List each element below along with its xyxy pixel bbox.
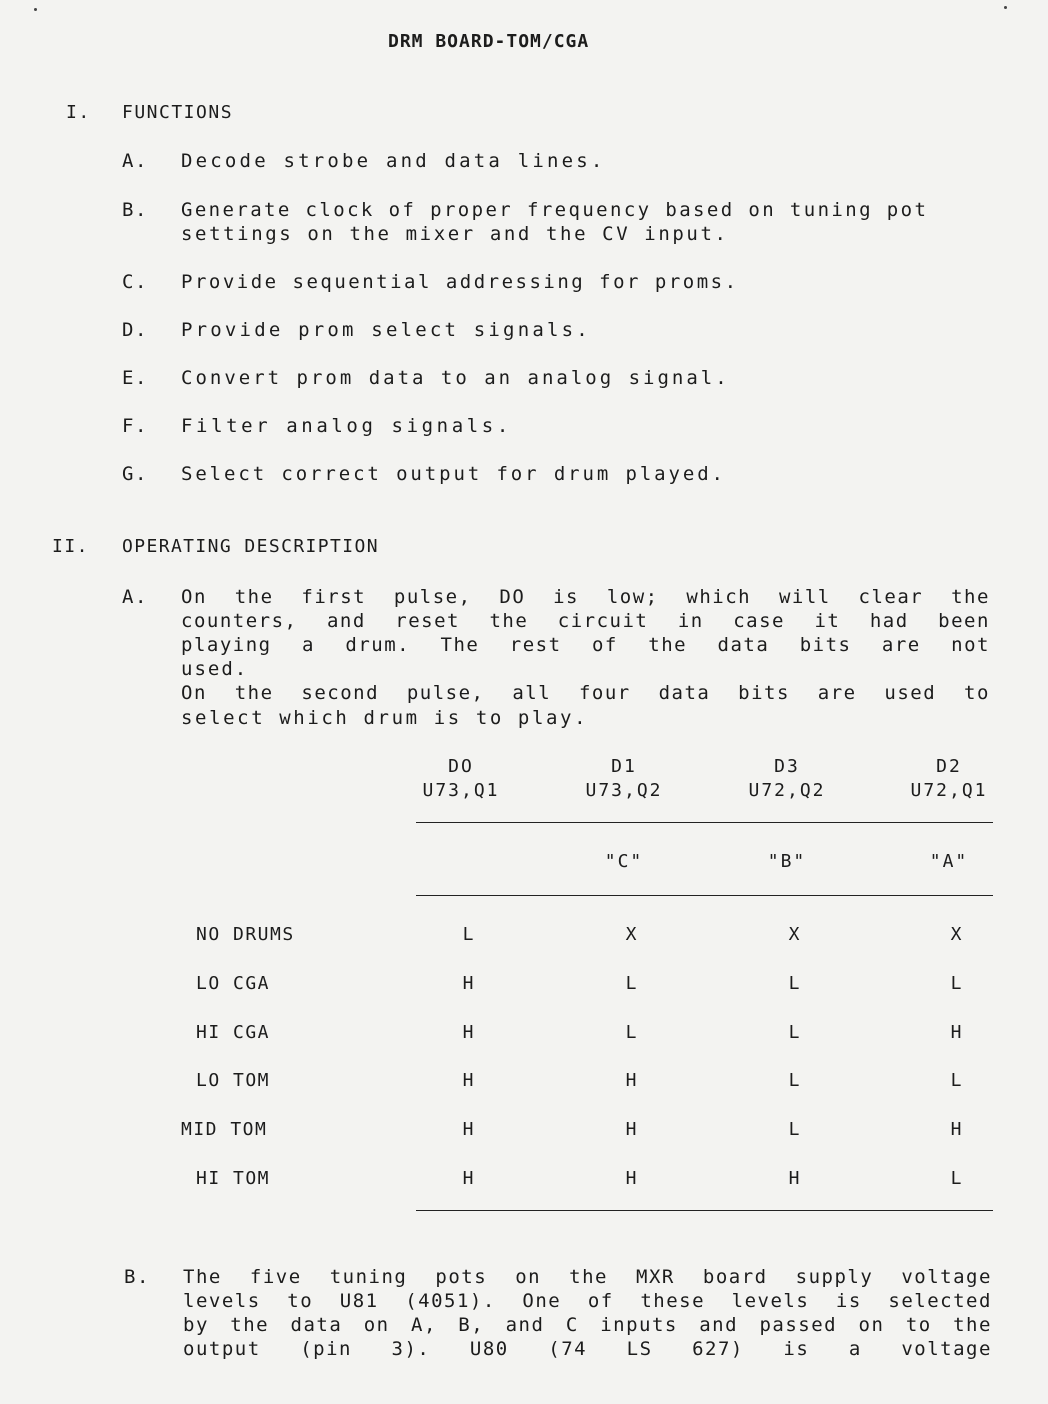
section-2-numeral: II.	[52, 536, 90, 557]
table-cell: H	[625, 1168, 637, 1189]
item-label: C.	[122, 271, 148, 293]
word: rest	[509, 634, 562, 656]
item-text: Provide sequential addressing for proms.	[181, 271, 739, 293]
word: B,	[458, 1314, 485, 1336]
word: the	[234, 682, 274, 704]
word: inputs	[600, 1314, 678, 1336]
table-cell: H	[788, 1168, 800, 1189]
table-cell: H	[950, 1022, 962, 1043]
column-bit: D2	[936, 756, 962, 777]
item-text: Decode strobe and data lines.	[181, 150, 606, 172]
table-cell: L	[625, 973, 637, 994]
paragraph-line	[183, 1265, 992, 1289]
table-cell: L	[788, 1022, 800, 1043]
word: the	[953, 1314, 992, 1336]
word: first	[301, 586, 367, 608]
table-cell: L	[788, 973, 800, 994]
table-cell: H	[462, 1168, 474, 1189]
word: output	[183, 1338, 261, 1360]
table-rule	[416, 895, 993, 896]
item-label: D.	[122, 319, 148, 341]
word: selected	[888, 1290, 992, 1312]
word: clear	[858, 586, 924, 608]
word: low;	[606, 586, 659, 608]
table-rule	[416, 1210, 993, 1211]
word: data	[658, 682, 711, 704]
word: voltage	[901, 1338, 992, 1360]
section-2-heading: OPERATING DESCRIPTION	[122, 536, 379, 557]
item-label: B.	[122, 199, 148, 221]
word: tuning	[329, 1266, 408, 1288]
table-cell: L	[950, 973, 962, 994]
word: One	[522, 1290, 562, 1312]
word: DO	[499, 586, 526, 608]
word: playing	[181, 634, 272, 656]
word: the	[569, 1266, 608, 1288]
word: which	[686, 586, 752, 608]
table-cell: L	[950, 1070, 962, 1091]
word: all	[512, 682, 552, 704]
word: the	[648, 634, 688, 656]
word: circuit	[557, 610, 649, 632]
word: are	[817, 682, 857, 704]
word: (4051).	[405, 1290, 496, 1312]
column-ref: U73,Q2	[585, 780, 663, 801]
word: by	[183, 1314, 209, 1336]
word: 627)	[692, 1338, 744, 1360]
table-cell: H	[625, 1119, 637, 1140]
column-letter: "C"	[604, 851, 644, 872]
word: voltage	[901, 1266, 992, 1288]
item-label: F.	[122, 415, 148, 437]
word: bits	[799, 634, 852, 656]
word: four	[578, 682, 631, 704]
word: bits	[738, 682, 790, 704]
word: to	[964, 682, 990, 704]
word: levels	[183, 1290, 261, 1312]
word: to	[905, 1314, 932, 1336]
word: A,	[411, 1314, 437, 1336]
table-cell: H	[462, 973, 474, 994]
row-label: LO TOM	[196, 1070, 271, 1091]
word: counters,	[181, 610, 298, 632]
word: is	[835, 1290, 862, 1312]
section-1-heading: FUNCTIONS	[122, 102, 234, 123]
table-cell: X	[788, 924, 800, 945]
word: it	[814, 610, 841, 632]
paragraph-line	[181, 633, 990, 657]
word: The	[183, 1266, 222, 1288]
column-ref: U72,Q1	[910, 780, 988, 801]
table-cell: H	[462, 1022, 474, 1043]
word: C	[565, 1314, 579, 1336]
word: LS	[626, 1338, 653, 1360]
word: The	[440, 634, 480, 656]
paragraph-line	[183, 1337, 992, 1361]
word: pulse,	[393, 586, 472, 608]
section-1-numeral: I.	[66, 102, 91, 123]
row-label: HI TOM	[196, 1168, 271, 1189]
paragraph-line	[183, 1289, 992, 1313]
item-label: A.	[122, 586, 148, 608]
word: these	[640, 1290, 706, 1312]
table-cell: L	[950, 1168, 962, 1189]
column-bit: DO	[448, 756, 474, 777]
word: a	[302, 634, 315, 656]
item-text: Select correct output for drum played.	[181, 463, 726, 485]
word: on	[515, 1266, 542, 1288]
word: the	[234, 586, 274, 608]
word: and	[505, 1314, 545, 1336]
word: been	[938, 610, 990, 632]
item-label: E.	[122, 367, 148, 389]
word: will	[778, 586, 831, 608]
word: the	[489, 610, 529, 632]
word: is	[553, 586, 579, 608]
word: case	[733, 610, 785, 632]
table-cell: H	[462, 1119, 474, 1140]
table-rule	[416, 822, 993, 823]
paragraph-line: select which drum is to play.	[181, 707, 589, 729]
column-bit: D3	[774, 756, 800, 777]
item-text: Provide prom select signals.	[181, 319, 591, 341]
word: the	[230, 1314, 270, 1336]
word: MXR	[636, 1266, 675, 1288]
word: On	[181, 586, 207, 608]
item-label: G.	[122, 463, 148, 485]
word: is	[783, 1338, 810, 1360]
item-text: Convert prom data to an analog signal.	[181, 367, 730, 389]
paragraph-line: used.	[181, 658, 249, 680]
paragraph-line	[181, 609, 990, 633]
table-cell: X	[625, 924, 637, 945]
word: and	[699, 1314, 739, 1336]
item-text: settings on the mixer and the CV input.	[181, 223, 729, 245]
word: not	[951, 634, 990, 656]
word: (74	[548, 1338, 588, 1360]
table-cell: L	[625, 1022, 637, 1043]
page-title: DRM BOARD-TOM/CGA	[388, 31, 590, 52]
column-bit: D1	[611, 756, 637, 777]
table-cell: H	[950, 1119, 962, 1140]
word: On	[181, 682, 207, 704]
word: (pin	[300, 1338, 352, 1360]
paragraph-line	[183, 1313, 992, 1337]
word: U81	[339, 1290, 379, 1312]
row-label: LO CGA	[196, 973, 271, 994]
word: are	[881, 634, 921, 656]
column-letter: "A"	[929, 851, 969, 872]
word: the	[951, 586, 990, 608]
table-cell: H	[625, 1070, 637, 1091]
word: to	[287, 1290, 314, 1312]
row-label: HI CGA	[196, 1022, 271, 1043]
scan-speck	[1004, 6, 1007, 9]
word: levels	[731, 1290, 810, 1312]
word: used	[884, 682, 937, 704]
column-ref: U73,Q1	[422, 780, 500, 801]
item-text: Filter analog signals.	[181, 415, 512, 437]
word: pots	[435, 1266, 488, 1288]
item-label: A.	[122, 150, 148, 172]
word: and	[326, 610, 366, 632]
column-letter: "B"	[767, 851, 807, 872]
word: reset	[395, 610, 460, 632]
word: five	[249, 1266, 302, 1288]
table-cell: L	[788, 1070, 800, 1091]
row-label: MID TOM	[181, 1119, 268, 1140]
row-label: NO DRUMS	[196, 924, 295, 945]
word: of	[587, 1290, 614, 1312]
table-cell: L	[788, 1119, 800, 1140]
word: in	[677, 610, 704, 632]
item-text: Generate clock of proper frequency based on tuning pot	[181, 199, 929, 221]
word: data	[290, 1314, 343, 1336]
word: drum.	[345, 634, 411, 656]
word: on	[363, 1314, 390, 1336]
word: of	[591, 634, 618, 656]
paragraph-line	[181, 585, 990, 609]
word: data	[717, 634, 770, 656]
scan-speck	[34, 8, 37, 11]
word: second	[301, 682, 380, 704]
word: on	[858, 1314, 885, 1336]
table-cell: H	[462, 1070, 474, 1091]
table-cell: X	[950, 924, 962, 945]
word: had	[869, 610, 909, 632]
item-label: B.	[124, 1266, 150, 1288]
paragraph-line	[181, 681, 990, 705]
table-cell: L	[462, 924, 474, 945]
word: passed	[759, 1314, 838, 1336]
word: 3).	[391, 1338, 431, 1360]
column-ref: U72,Q2	[748, 780, 826, 801]
word: board	[702, 1266, 768, 1288]
word: U80	[469, 1338, 509, 1360]
word: a	[848, 1338, 862, 1360]
word: supply	[795, 1266, 874, 1288]
word: pulse,	[406, 682, 485, 704]
